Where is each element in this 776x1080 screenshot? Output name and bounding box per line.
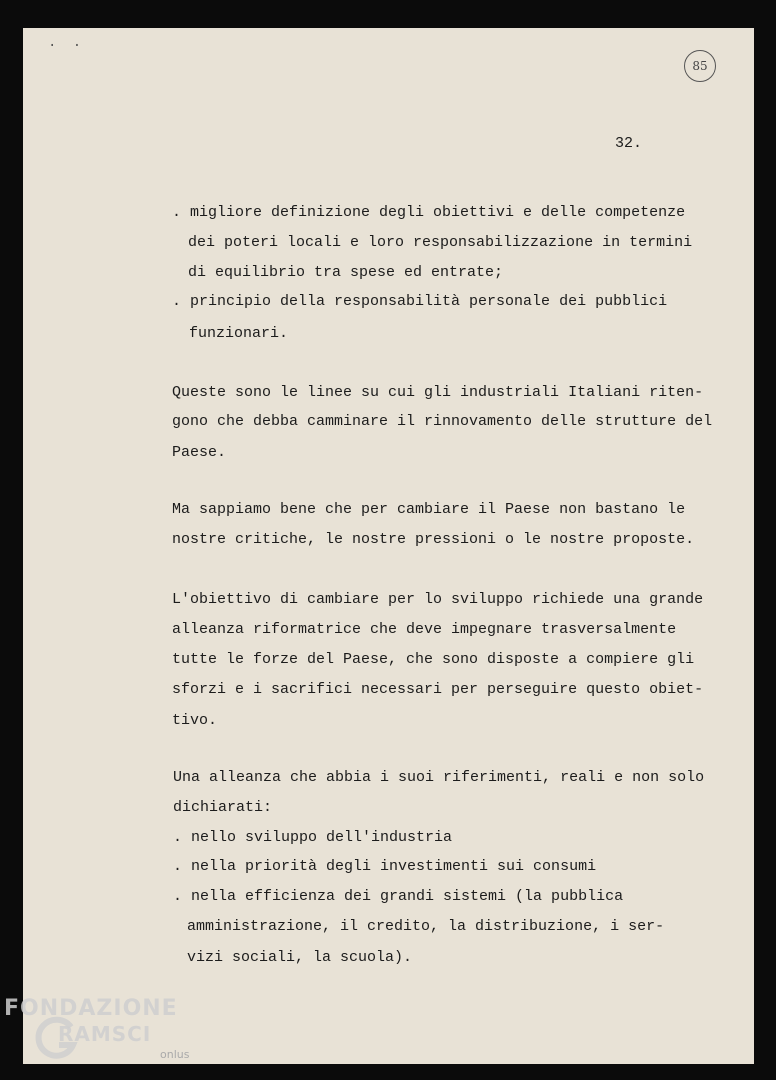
watermark-line-2: RAMSCI [58,1022,152,1046]
text-line: nostre critiche, le nostre pressioni o le nostre proposte. [172,531,695,548]
text-line: Paese. [172,444,227,461]
text-line: amministrazione, il credito, la distribuzione, i ser- [187,918,665,935]
text-line: gono che debba camminare il rinnovamento delle strutture del [172,413,713,430]
text-line: Ma sappiamo bene che per cambiare il Paese non bastano le [172,501,686,518]
text-line: tutte le forze del Paese, che sono disposte a compiere gli [172,651,695,668]
text-line: . nella priorità degli investimenti sui consumi [173,858,597,875]
corner-dots: · · [48,38,86,54]
text-line: dei poteri locali e loro responsabilizzazione in termini [188,234,693,251]
watermark-line-1: FONDAZIONE [4,996,178,1021]
text-line: alleanza riformatrice che deve impegnare trasversalmente [172,621,677,638]
text-line: tivo. [172,712,218,729]
text-line: . nello sviluppo dell'industria [173,829,453,846]
text-line: dichiarati: [173,799,273,816]
page-number: 32. [615,135,643,152]
text-line: . nella efficienza dei grandi sistemi (la pubblica [173,888,624,905]
text-line: Queste sono le linee su cui gli industriali Italiani riten- [172,384,704,401]
text-line: . principio della responsabilità personale dei pubblici [172,293,668,310]
text-line: di equilibrio tra spese ed entrate; [188,264,504,281]
text-line: L'obiettivo di cambiare per lo sviluppo richiede una grande [172,591,704,608]
text-line: sforzi e i sacrifici necessari per perseguire questo obiet- [172,681,704,698]
watermark-line-3: onlus [160,1048,190,1061]
text-line: . migliore definizione degli obiettivi e delle competenze [172,204,686,221]
text-line: funzionari. [189,325,289,342]
archive-stamp: 85 [684,50,716,82]
text-line: vizi sociali, la scuola). [187,949,413,966]
text-line: Una alleanza che abbia i suoi riferimenti, reali e non solo [173,769,705,786]
